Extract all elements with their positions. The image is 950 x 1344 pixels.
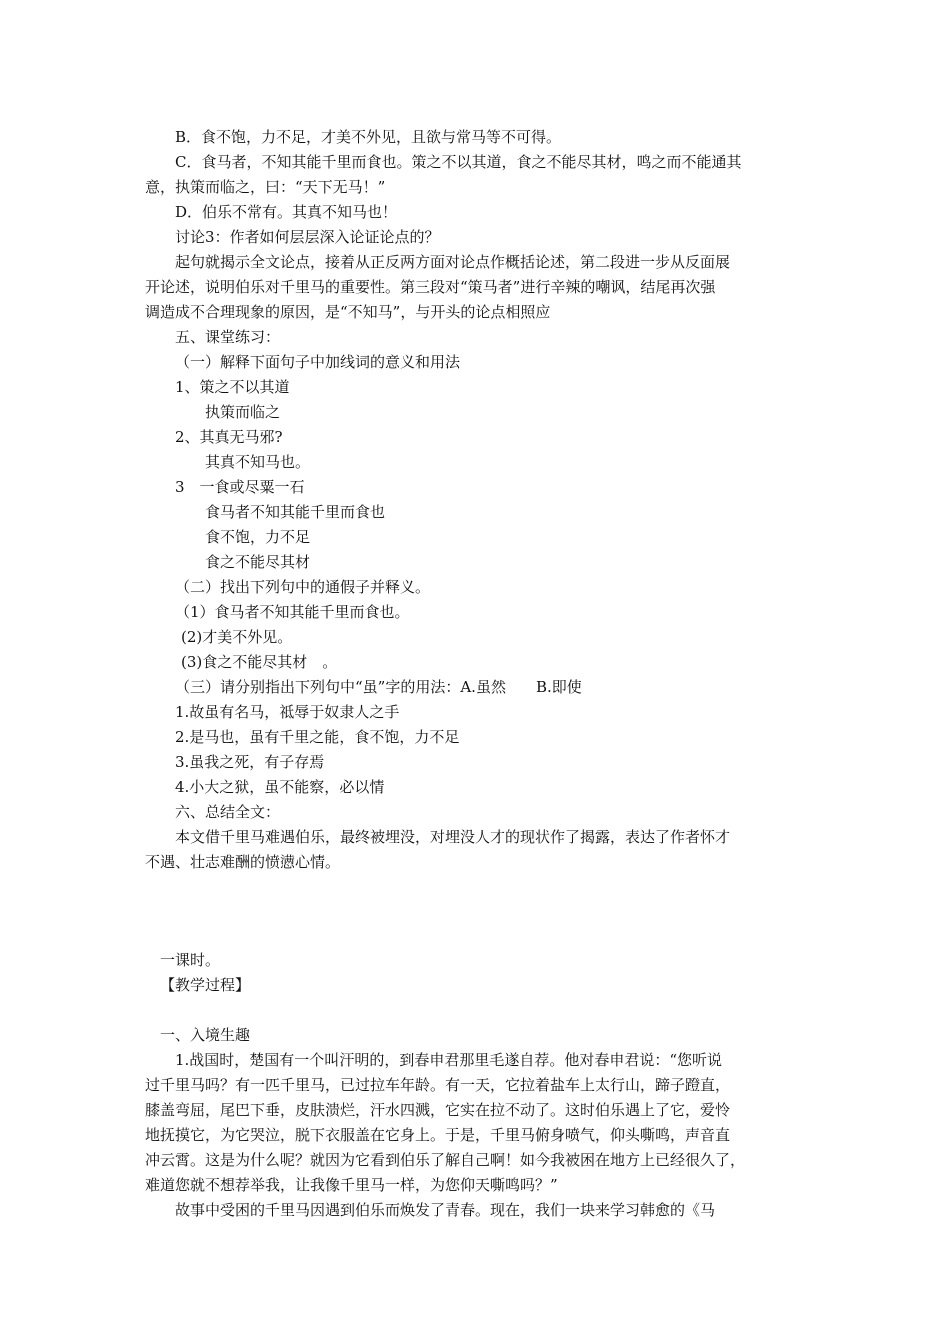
text-line: 2、其真无马邪? [175,428,283,446]
text-line: 故事中受困的千里马因遇到伯乐而焕发了青春。现在，我们一块来学习韩愈的《马 [175,1201,716,1219]
text-line: 过千里马吗？有一匹千里马，已过拉车年龄。有一天，它拉着盐车上太行山，蹄子蹬直， [145,1076,731,1094]
text-line: （一）解释下面句子中加线词的意义和用法 [175,353,461,371]
text-line: 意，执策而临之，曰：“天下无马！” [145,178,386,196]
text-line: 不遇、壮志难酬的愤懑心情。 [145,853,341,871]
text-line: 起句就揭示全文论点，接着从正反两方面对论点作概括论述，第二段进一步从反面展 [175,253,731,271]
text-line: 执策而临之 [205,403,281,421]
text-line: 地抚摸它，为它哭泣，脱下衣服盖在它身上。于是，千里马俯身喷气，仰头嘶鸣，声音直 [145,1126,731,1144]
text-line: （1）食马者不知其能千里而食也。 [175,603,410,621]
text-line: 膝盖弯屈，尾巴下垂，皮肤溃烂，汗水四溅，它实在拉不动了。这时伯乐遇上了它，爱怜 [145,1101,731,1119]
text-line: C．食马者，不知其能千里而食也。策之不以其道，食之不能尽其材，鸣之而不能通其 [175,153,742,171]
text-line: 食之不能尽其材 [205,553,311,571]
text-line: 3 一食或尽粟一石 [175,478,305,496]
text-line: 4.小大之狱，虽不能察，必以情 [175,778,385,796]
section-heading: 【教学过程】 [160,976,251,994]
text-line: （三）请分别指出下列句中“虽”字的用法：A.虽然 B.即使 [175,678,582,696]
text-line: B．食不饱，力不足，才美不外见，且欲与常马等不可得。 [175,128,562,146]
text-line: 本文借千里马难遇伯乐，最终被埋没，对埋没人才的现状作了揭露，表达了作者怀才 [175,828,731,846]
text-line: (2)才美不外见。 [181,628,293,646]
text-line: 冲云霄。这是为什么呢？就因为它看到伯乐了解自己啊！如今我被困在地方上已经很久了， [145,1151,746,1169]
text-line: (3)食之不能尽其材 。 [181,653,338,671]
section-heading: 五、课堂练习： [175,328,281,346]
text-line: 讨论3：作者如何层层深入论证论点的？ [175,228,440,246]
section-heading: 一、入境生趣 [160,1026,251,1044]
text-line: 1、策之不以其道 [175,378,290,396]
text-line: 1.故虽有名马，祗辱于奴隶人之手 [175,703,400,721]
text-line: 一课时。 [160,951,221,969]
text-line: D．伯乐不常有。其真不知马也！ [175,203,398,221]
text-line: 食不饱，力不足 [205,528,311,546]
text-line: 难道您就不想荐举我，让我像千里马一样，为您仰天嘶鸣吗？” [145,1176,558,1194]
text-line: 食马者不知其能千里而食也 [205,503,386,521]
text-line: 开论述，说明伯乐对千里马的重要性。第三段对“策马者”进行辛辣的嘲讽，结尾再次强 [145,278,716,296]
section-heading: 六、总结全文： [175,803,281,821]
text-line: （二）找出下列句中的通假子并释义。 [175,578,431,596]
text-line: 2.是马也，虽有千里之能，食不饱，力不足 [175,728,460,746]
text-line: 3.虽我之死，有子存焉 [175,753,325,771]
text-line: 1.战国时，楚国有一个叫汗明的，到春申君那里毛遂自荐。他对春申君说：“您听说 [175,1051,722,1069]
text-line: 调造成不合理现象的原因，是“不知马”，与开头的论点相照应 [145,303,551,321]
text-line: 其真不知马也。 [205,453,311,471]
